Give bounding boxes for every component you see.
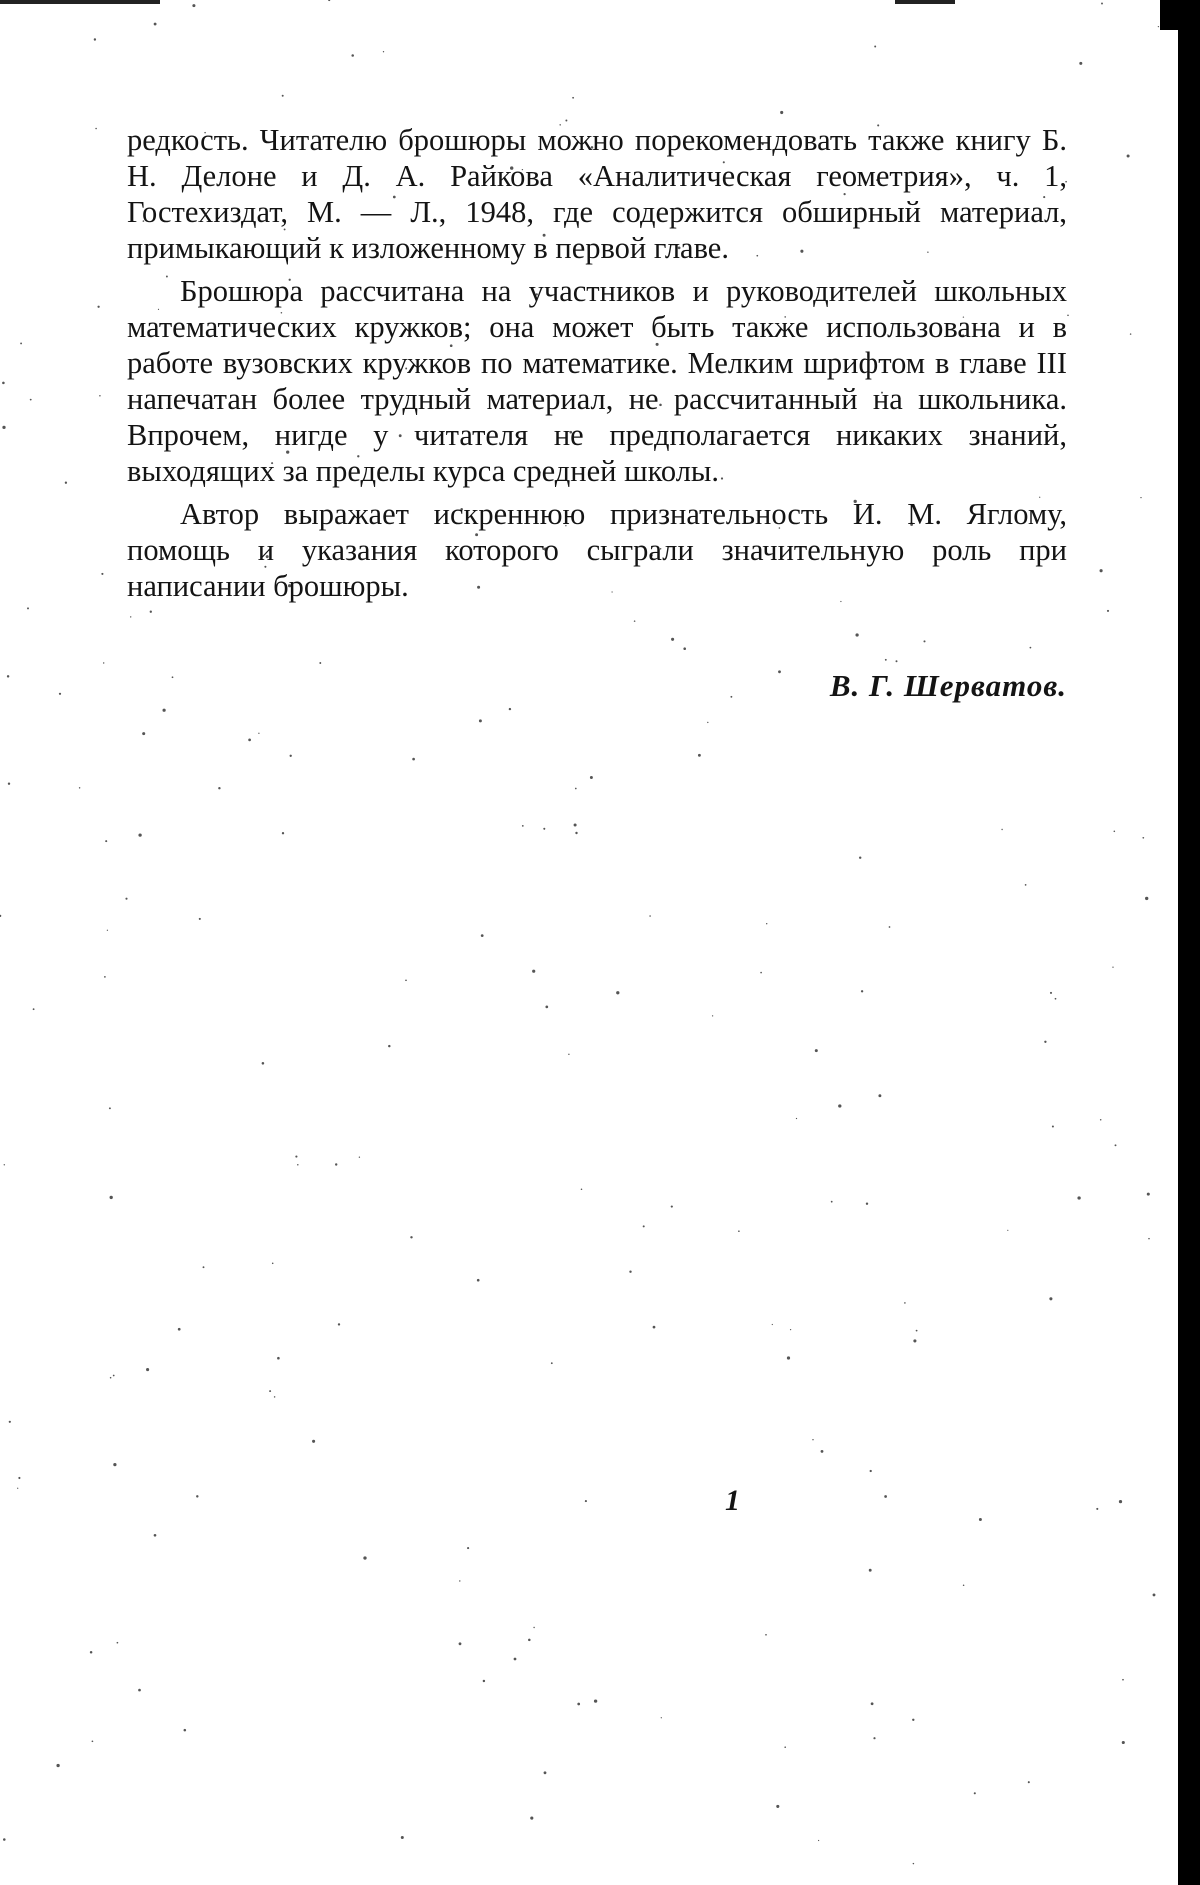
paper-speck xyxy=(351,54,354,57)
paper-speck xyxy=(154,23,157,26)
paper-speck xyxy=(698,754,701,757)
paper-speck xyxy=(18,1477,20,1479)
paper-speck xyxy=(104,976,106,978)
paper-speck xyxy=(459,1580,460,1581)
paper-speck xyxy=(874,46,876,48)
paper-speck xyxy=(671,638,674,641)
paper-speck xyxy=(2,426,5,429)
paper-speck xyxy=(9,1421,11,1423)
paper-speck xyxy=(766,923,767,924)
paper-speck xyxy=(1130,333,1131,334)
paper-speck xyxy=(855,633,858,636)
paper-speck xyxy=(338,1323,340,1325)
paper-speck xyxy=(290,755,292,757)
paper-speck xyxy=(4,1164,5,1165)
paper-speck xyxy=(1067,315,1069,317)
paper-speck xyxy=(532,970,535,973)
paper-speck xyxy=(92,1740,94,1742)
paper-speck xyxy=(1079,62,1082,65)
paper-speck xyxy=(199,918,201,920)
paper-speck xyxy=(30,399,32,401)
paper-speck xyxy=(530,1817,533,1820)
paper-speck xyxy=(1153,1593,1156,1596)
paper-speck xyxy=(248,739,251,742)
paper-speck xyxy=(1100,1119,1102,1121)
paper-speck xyxy=(1119,1500,1122,1503)
page-number: 1 xyxy=(725,1484,740,1517)
paper-speck xyxy=(56,1764,59,1767)
paper-speck xyxy=(282,832,284,834)
paper-speck xyxy=(1148,1238,1150,1240)
paper-speck xyxy=(1050,992,1052,994)
paper-speck xyxy=(912,1719,914,1721)
paper-speck xyxy=(514,1658,517,1661)
paper-speck xyxy=(1077,1196,1080,1199)
paper-speck xyxy=(196,1495,198,1497)
paper-speck xyxy=(142,732,145,735)
paper-speck xyxy=(125,898,127,900)
paper-speck xyxy=(869,1569,872,1572)
paper-speck xyxy=(1112,967,1113,968)
paper-speck xyxy=(818,1840,819,1841)
paper-speck xyxy=(383,51,384,52)
paper-speck xyxy=(113,1375,115,1377)
paper-speck xyxy=(405,979,407,981)
paper-speck xyxy=(94,38,96,40)
paper-speck xyxy=(772,1324,773,1325)
paper-speck xyxy=(533,1627,534,1628)
paper-speck xyxy=(110,1196,113,1199)
paper-speck xyxy=(312,1440,315,1443)
paper-speck xyxy=(545,1006,548,1009)
paper-speck xyxy=(790,1329,791,1330)
paper-speck xyxy=(1025,884,1027,886)
paper-speck xyxy=(99,395,101,397)
paper-speck xyxy=(467,1547,469,1549)
paper-speck xyxy=(878,1094,881,1097)
paper-speck xyxy=(760,972,762,974)
paper-speck xyxy=(812,1439,813,1440)
paper-speck xyxy=(172,676,174,678)
paper-speck xyxy=(765,1634,767,1636)
paper-speck xyxy=(916,1330,918,1332)
paper-speck xyxy=(543,828,545,830)
paper-speck xyxy=(861,990,863,992)
paper-speck xyxy=(590,776,593,779)
paper-speck xyxy=(653,1326,656,1329)
paper-speck xyxy=(544,1771,547,1774)
paper-speck xyxy=(671,1206,673,1208)
paper-speck xyxy=(17,1488,18,1489)
paper-speck xyxy=(27,607,29,609)
paper-speck xyxy=(913,1339,916,1342)
paper-speck xyxy=(581,1189,583,1191)
paper-speck xyxy=(105,840,107,842)
paper-speck xyxy=(963,1585,965,1587)
paper-speck xyxy=(109,1107,111,1109)
paper-speck xyxy=(870,1470,872,1472)
paper-speck xyxy=(1001,829,1002,830)
paper-speck xyxy=(859,856,861,858)
paper-speck xyxy=(1101,3,1103,5)
paper-speck xyxy=(528,1639,531,1642)
paper-speck xyxy=(107,930,108,931)
paper-speck xyxy=(274,1396,276,1398)
paper-speck xyxy=(575,788,577,790)
paper-speck xyxy=(130,616,131,617)
paper-speck xyxy=(59,693,61,695)
paper-speck xyxy=(117,1642,119,1644)
paper-speck xyxy=(297,1164,299,1166)
paper-speck xyxy=(568,1054,569,1055)
paper-speck xyxy=(319,662,321,664)
paper-speck xyxy=(1142,837,1144,839)
paper-speck xyxy=(162,709,165,712)
paper-speck xyxy=(2,382,5,385)
paper-speck xyxy=(776,1805,779,1808)
paper-speck xyxy=(20,342,22,344)
paper-speck xyxy=(730,696,732,698)
paper-speck xyxy=(712,1015,713,1016)
paper-speck xyxy=(889,926,891,928)
paper-speck xyxy=(815,1049,818,1052)
paper-speck xyxy=(551,1362,553,1364)
paper-speck xyxy=(3,1838,6,1841)
paper-speck xyxy=(483,1680,485,1682)
paper-speck xyxy=(295,1156,297,1158)
paper-speck xyxy=(477,1279,480,1282)
paper-speck xyxy=(661,1717,662,1718)
paper-speck xyxy=(1145,897,1148,900)
paper-speck xyxy=(577,1703,580,1706)
paper-speck xyxy=(218,787,220,789)
paper-speck xyxy=(481,934,484,937)
paper-speck xyxy=(1044,1041,1046,1043)
paper-speck xyxy=(738,1230,740,1232)
paper-speck xyxy=(821,1450,824,1453)
paper-speck xyxy=(269,1390,271,1392)
paper-speck xyxy=(178,1328,181,1331)
paper-speck xyxy=(979,1518,982,1521)
paper-speck xyxy=(184,1729,187,1732)
paper-speck xyxy=(1007,1230,1008,1231)
paper-speck xyxy=(509,708,511,710)
paper-speck xyxy=(272,1263,274,1265)
paper-speck xyxy=(1158,26,1159,27)
paper-speck xyxy=(838,1104,841,1107)
paper-speck xyxy=(784,1746,786,1748)
paper-speck xyxy=(1122,1679,1124,1681)
paper-speck xyxy=(103,662,104,663)
paper-speck xyxy=(328,0,330,1)
paper-speck xyxy=(1140,497,1141,498)
paper-speck xyxy=(110,1377,112,1379)
paper-speck xyxy=(8,783,10,785)
paper-speck xyxy=(1096,1508,1098,1510)
paper-speck xyxy=(33,1008,35,1010)
paper-speck xyxy=(1107,610,1109,612)
paper-speck xyxy=(138,1689,141,1692)
paper-speck xyxy=(913,1863,914,1864)
paper-speck xyxy=(101,573,103,575)
paper-speck xyxy=(780,111,783,114)
paper-speck xyxy=(796,1118,797,1119)
paper-speck xyxy=(459,1642,462,1645)
paper-speck xyxy=(1052,1125,1054,1127)
paper-speck xyxy=(1122,1741,1125,1744)
paper-speck xyxy=(79,787,80,788)
paper-speck xyxy=(262,1062,265,1065)
paragraph-acknowledgement: Автор выражает искреннюю признательность И. М. Яглому, помощь и указания которого сыграли значительную роль при написании брошюры. xyxy=(127,497,1067,603)
paper-speck xyxy=(1055,998,1057,1000)
main-text xyxy=(127,122,1067,611)
paper-speck xyxy=(113,1463,116,1466)
paper-speck xyxy=(0,915,1,917)
paper-speck xyxy=(479,719,482,722)
paper-speck xyxy=(1049,1297,1052,1300)
paper-speck xyxy=(594,1699,597,1702)
paper-speck xyxy=(146,1368,149,1371)
paper-speck xyxy=(401,1836,404,1839)
paper-speck xyxy=(885,659,887,661)
paper-speck xyxy=(412,758,415,761)
paper-speck xyxy=(138,833,141,836)
paper-speck xyxy=(277,1357,280,1360)
paper-speck xyxy=(585,1500,587,1502)
paper-speck xyxy=(65,482,67,484)
paper-speck xyxy=(616,991,619,994)
paper-speck xyxy=(1115,1144,1117,1146)
paper-speck xyxy=(923,640,925,642)
paper-speck xyxy=(1028,1781,1030,1783)
paper-speck xyxy=(258,733,259,734)
paper-speck xyxy=(363,1556,366,1559)
paper-speck xyxy=(522,825,524,827)
paper-speck xyxy=(95,128,97,130)
paper-speck xyxy=(1114,831,1116,833)
paper-speck xyxy=(884,1495,887,1498)
paper-speck xyxy=(574,823,577,826)
paper-speck xyxy=(90,1651,93,1654)
paper-speck xyxy=(572,97,574,99)
paragraph-audience: Брошюра рассчитана на участников и руководителей школьных математических кружков; она может быть также использована и в работе вузовских кружков по математике. Мелким шрифтом в главе III напечатан более трудный материал, не рассчитанный на школьника. Впрочем, нигде у читателя не предполагается никаких знаний, выходящих за пределы курса средней школы. xyxy=(127,274,1067,488)
paper-speck xyxy=(1127,154,1130,157)
paper-speck xyxy=(871,1702,874,1705)
paper-speck xyxy=(831,1201,833,1203)
paper-speck xyxy=(1030,647,1032,649)
paper-speck xyxy=(787,1356,790,1359)
paper-speck xyxy=(388,1045,390,1047)
paper-speck xyxy=(643,1225,645,1227)
paper-speck xyxy=(282,95,284,97)
paper-speck xyxy=(634,620,636,622)
paper-speck xyxy=(683,647,686,650)
paper-speck xyxy=(1147,1193,1150,1196)
paper-speck xyxy=(203,1266,205,1268)
paper-speck xyxy=(629,1271,631,1273)
author-signature: В. Г. Шерватов. xyxy=(829,668,1067,703)
paper-speck xyxy=(904,1302,906,1304)
paper-speck xyxy=(97,306,99,308)
paper-speck xyxy=(707,722,708,723)
paper-speck xyxy=(359,1157,360,1158)
paper-speck xyxy=(335,1163,337,1165)
paper-speck xyxy=(575,832,577,834)
paragraph-continuation: редкость. Читателю брошюры можно порекомендовать также книгу Б. Н. Делоне и Д. А. Райкова «Аналитическая геометрия», ч. 1, Гостехиздат, М. — Л., 1948, где содержится обширный материал, примыкающий к изложенному в первой главе. xyxy=(127,123,1067,265)
paper-speck xyxy=(649,915,651,917)
paper-speck xyxy=(866,1202,868,1204)
paper-speck xyxy=(778,670,781,673)
paper-speck xyxy=(896,660,898,662)
paper-speck xyxy=(873,1737,875,1739)
paper-speck xyxy=(192,4,195,7)
paper-speck xyxy=(7,675,9,677)
paper-speck xyxy=(974,1792,976,1794)
paper-speck xyxy=(410,1236,412,1238)
paper-speck xyxy=(1100,569,1103,572)
paper-speck xyxy=(154,1534,157,1537)
